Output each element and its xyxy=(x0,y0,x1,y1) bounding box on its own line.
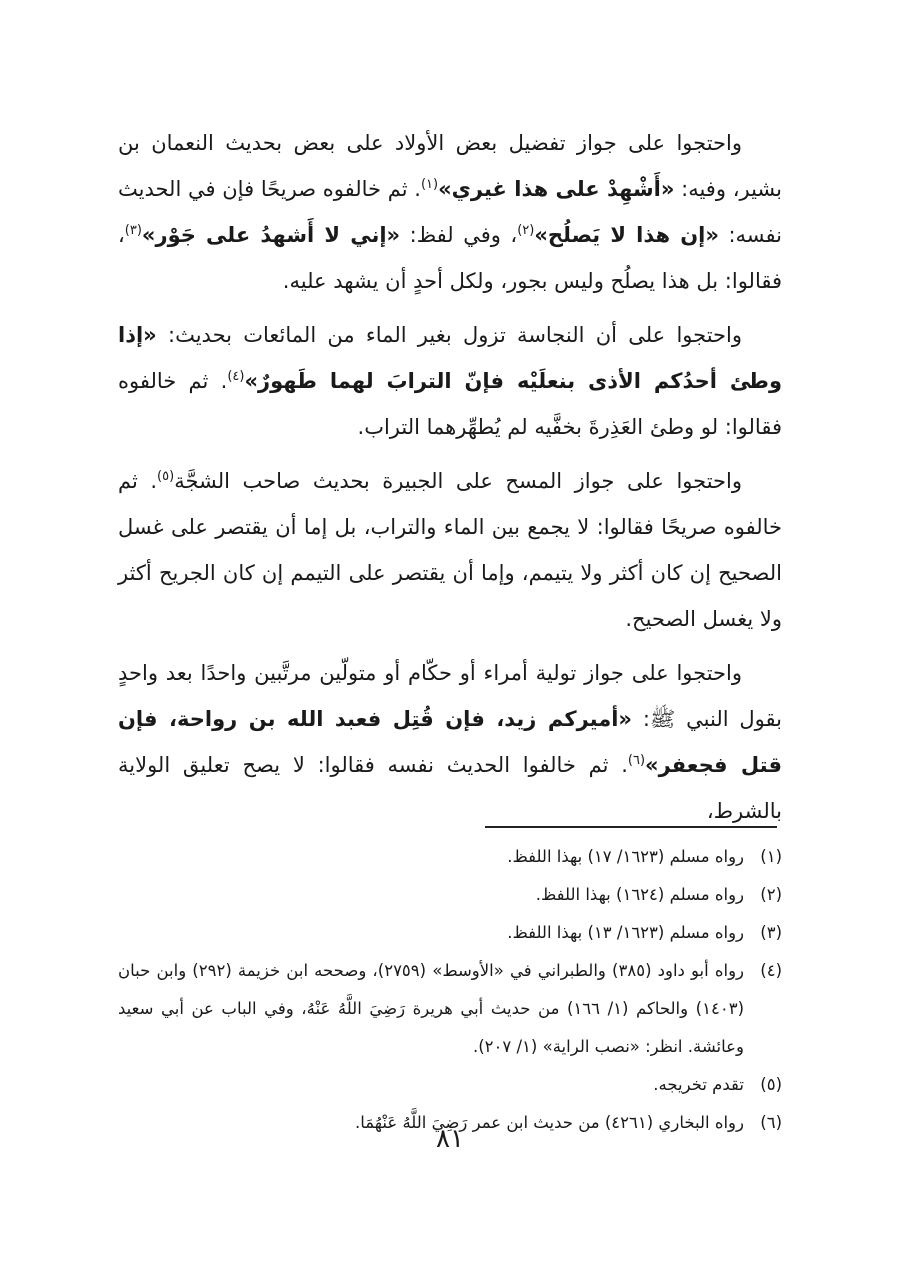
page-number: ٨١ xyxy=(436,1124,464,1154)
hadith-quote: «إني لا أَشهدُ على جَوْر» xyxy=(141,223,401,247)
paragraph xyxy=(118,120,782,304)
text-segment: واحتجوا على جواز المسح على الجبيرة بحديث صاحب الشجَّة xyxy=(174,469,743,493)
footnote-number: (٦) xyxy=(760,1113,782,1132)
footnote-number: (٢) xyxy=(760,885,782,904)
footnote-item xyxy=(118,914,782,952)
hadith-quote: «أَشْهِدْ على هذا غيري» xyxy=(438,177,675,201)
text-segment: واحتجوا على أن النجاسة تزول بغير الماء من المائعات بحديث: xyxy=(156,323,742,347)
hadith-quote: «إن هذا لا يَصلُح» xyxy=(534,223,719,247)
footnote-number: (٥) xyxy=(760,1075,782,1094)
footnote-ref[interactable]: (٤) xyxy=(227,369,245,384)
main-text xyxy=(118,120,782,842)
text-segment: ، وفي لفظ: xyxy=(400,223,518,247)
text-segment: واحتجوا على جواز تولية أمراء أو حكّام أو متولّين مرتَّبين واحدًا بعد واحدٍ بقول النبي ﷺ: xyxy=(118,661,782,731)
footnote-number: (٤) xyxy=(760,961,782,980)
hadith-quote: «أميركم زيد، فإن قُتِل فعبد الله بن رواحة، فإن قتل فجعفر» xyxy=(118,707,782,777)
paragraph xyxy=(118,312,782,450)
text-segment: واحتجوا على جواز تفضيل بعض الأولاد على بعض بحديث النعمان بن بشير، وفيه: xyxy=(118,131,782,201)
hadith-quote: «إذا وطئ أحدُكم الأذى بنعلَيْه فإنّ الترابَ لهما طَهورٌ» xyxy=(118,323,782,393)
footnote-divider xyxy=(485,826,777,828)
paragraph xyxy=(118,650,782,834)
footnote-text: رواه مسلم (١٦٢٣/ ١٧) بهذا اللفظ. xyxy=(507,847,744,866)
footnote-text: رواه مسلم (١٦٢٣/ ١٣) بهذا اللفظ. xyxy=(507,923,744,942)
footnote-item xyxy=(118,838,782,876)
text-segment: . ثم خالفوه صريحًا فإن في الحديث نفسه: xyxy=(118,177,782,247)
footnote-ref[interactable]: (٣) xyxy=(124,223,142,238)
text-segment: ، فقالوا: بل هذا يصلُح وليس بجور، ولكل أحدٍ أن يشهد عليه. xyxy=(118,223,782,293)
footnote-ref[interactable]: (٢) xyxy=(517,223,535,238)
footnote-text: تقدم تخريجه. xyxy=(653,1075,744,1094)
footnote-item xyxy=(118,1066,782,1104)
footnote-ref[interactable]: (٥) xyxy=(157,469,175,484)
text-segment: . ثم خالفوا الحديث نفسه فقالوا: لا يصح تعليق الولاية بالشرط، xyxy=(118,753,782,823)
footnote-text: رواه أبو داود (٣٨٥) والطبراني في «الأوسط» (٢٧٥٩)، وصححه ابن خزيمة (٢٩٢) وابن حبان (١٤٠٣) والحاكم (١/ ١٦٦) من حديث أبي هريرة رَضِيَ اللَّهُ عَنْهُ، وفي الباب عن أبي سعيد وعائشة. انظر: «نصب الراية» (١/ ٢٠٧). xyxy=(118,961,745,1056)
footnote-item xyxy=(118,876,782,914)
footnote-number: (٣) xyxy=(760,923,782,942)
text-segment: . ثم خالفوه صريحًا فقالوا: لا يجمع بين الماء والتراب، بل إما أن يقتصر على غسل الصحيح إن كان أكثر ولا يتيمم، وإما أن يقتصر على التيمم إن كان الجريح أكثر ولا يغسل الصحيح. xyxy=(118,469,782,631)
paragraph xyxy=(118,458,782,642)
text-segment: . ثم خالفوه فقالوا: لو وطئ العَذِرةَ بخفَّيه لم يُطهِّرهما التراب. xyxy=(118,369,782,439)
footnote-text: رواه مسلم (١٦٢٤) بهذا اللفظ. xyxy=(535,885,744,904)
footnotes xyxy=(118,838,782,1142)
footnote-ref[interactable]: (١) xyxy=(420,177,439,192)
footnote-ref[interactable]: (٦) xyxy=(627,753,646,768)
footnote-item xyxy=(118,952,782,1066)
footnote-number: (١) xyxy=(760,847,782,866)
footnote-text: رواه البخاري (٤٢٦١) من حديث ابن عمر رَضِيَ اللَّهُ عَنْهُمَا. xyxy=(354,1113,744,1132)
